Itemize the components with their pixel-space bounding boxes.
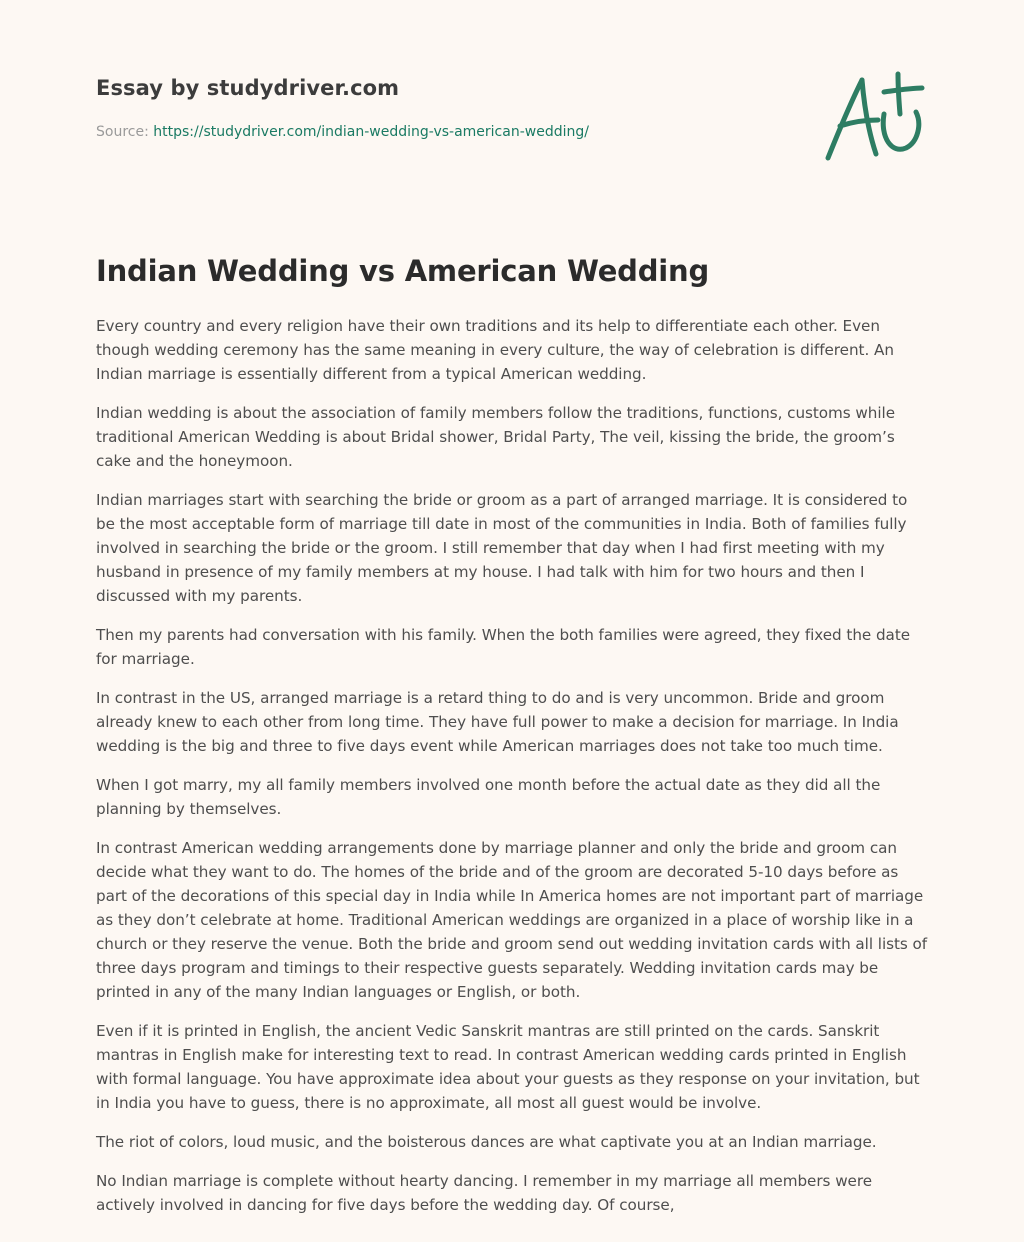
- essay-paragraph: The riot of colors, loud music, and the boisterous dances are what captivate you at an Indian marriage.: [96, 1133, 877, 1151]
- source-line: [96, 124, 589, 140]
- essay-paragraph: In contrast in the US, arranged marriage is a retard thing to do and is very uncommon. Bride and groom already knew to each other from long time. They have full power to make a decision for marriage. In India wedding is the big and three to five days event while American marriages does not take too much time.: [96, 689, 899, 755]
- essay-paragraph: Then my parents had conversation with his family. When the both families were agreed, they fixed the date for marriage.: [96, 626, 911, 668]
- essay-paragraph: Even if it is printed in English, the ancient Vedic Sanskrit mantras are still printed on the cards. Sanskrit mantras in English make for interesting text to read. In contrast American wedding cards printed in English with formal language. You have approximate idea about your guests as they response on your invitation, but in India you have to guess, there is no approximate, all most all guest would be involve.: [96, 1022, 920, 1112]
- essay-title: Indian Wedding vs American Wedding: [96, 254, 710, 288]
- essay-paragraph: Indian marriages start with searching the bride or groom as a part of arranged marriage. It is considered to be the most acceptable form of marriage till date in most of the communities in India. Both of families fully involved in searching the bride or the groom. I still remember that day when I had first meeting with my husband in presence of my family members at my house. I had talk with him for two hours and then I discussed with my parents.: [96, 491, 908, 605]
- essay-body: [96, 314, 930, 1232]
- site-header-title: Essay by studydriver.com: [96, 76, 400, 100]
- essay-paragraph: Indian wedding is about the association of family members follow the traditions, functions, customs while traditional American Wedding is about Bridal shower, Bridal Party, The veil, kissing the bride, the groom’s cake and the honeymoon.: [96, 404, 895, 470]
- source-label: Source:: [96, 124, 149, 140]
- essay-paragraph: Every country and every religion have their own traditions and its help to differentiate each other. Even though wedding ceremony has the same meaning in every culture, the way of celebration is different. An Indian marriage is essentially different from a typical American wedding.: [96, 317, 894, 383]
- a-plus-logo-icon: [818, 68, 930, 168]
- essay-paragraph: In contrast American wedding arrangements done by marriage planner and only the bride and groom can decide what they want to do. The homes of the bride and of the groom are decorated 5-10 days before as part of the decorations of this special day in India while In America homes are not important part of marriage as they don’t celebrate at home. Traditional American weddings are organized in a place of worship like in a church or they reserve the venue. Both the bride and groom send out wedding invitation cards with all lists of three days program and timings to their respective guests separately. Wedding invitation cards may be printed in any of the many Indian languages or English, or both.: [96, 839, 928, 1001]
- essay-paragraph: No Indian marriage is complete without hearty dancing. I remember in my marriage all members were actively involved in dancing for five days before the wedding day. Of course,: [96, 1172, 873, 1214]
- essay-paragraph: When I got marry, my all family members involved one month before the actual date as they did all the planning by themselves.: [96, 776, 881, 818]
- source-link[interactable]: https://studydriver.com/indian-wedding-vs-american-wedding/: [153, 124, 589, 140]
